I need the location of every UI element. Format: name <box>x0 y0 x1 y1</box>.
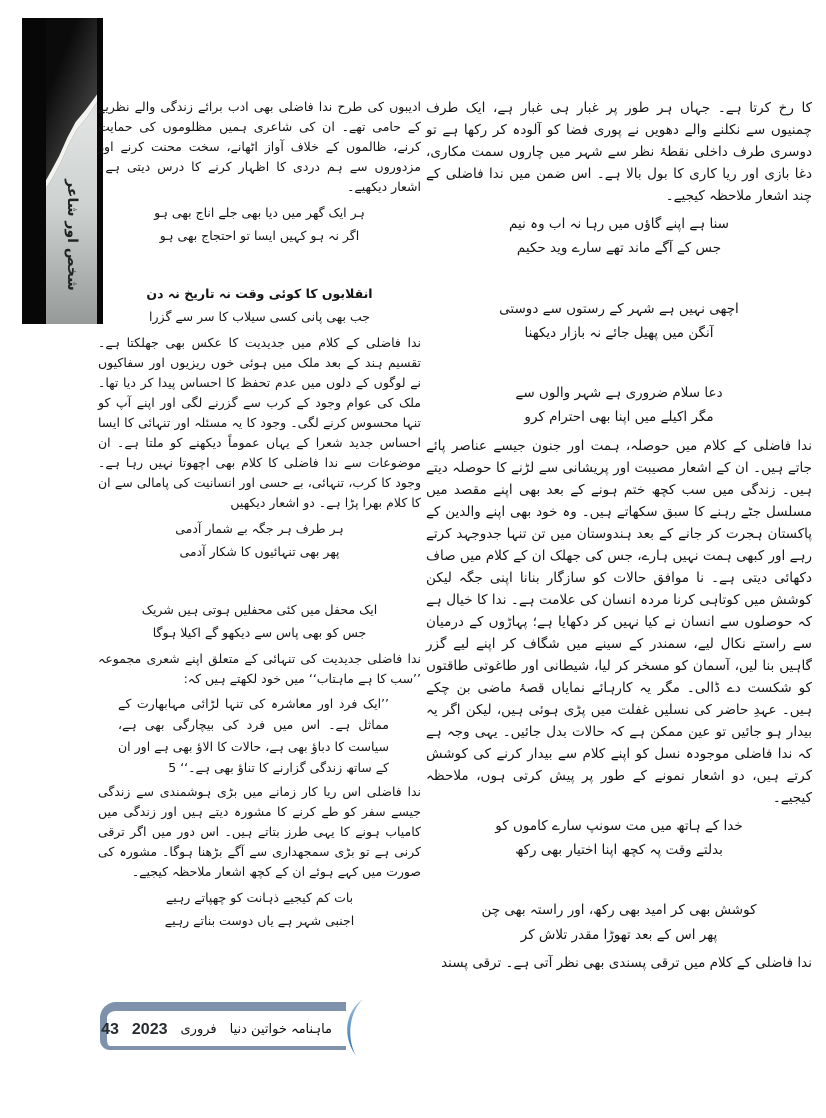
verse-line: آنگن میں پھیل جائے نہ بازار دیکھنا <box>524 324 714 341</box>
verse-line: بدلتے وقت پہ کچھ اپنا اختیار بھی رکھ <box>515 842 723 859</box>
verse-line: کوشش بھی کر امید بھی رکھ، اور راستہ بھی چن <box>481 902 757 919</box>
text-column-right <box>426 97 812 974</box>
poetry-couplet <box>98 594 421 649</box>
verse-line: سنا ہے اپنے گاؤں میں رہا نہ اب وہ نیم <box>509 216 729 232</box>
verse-line: انقلابوں کا کوئی وقت نہ تاریخ نہ دن <box>146 286 373 301</box>
paragraph: ادیبوں کی طرح ندا فاضلی بھی ادب برائے زندگی والے نظریے کے حامی تھے۔ ان کی شاعری ہمیں مظلوموں کی حمایت کرنے، ظالموں کے خلاف آواز اٹھانے، سخت محنت کرنے اور مزدوروں سے ہم دردی کا اظہار کرنے کا درس دیتی ہے۔ اشعار دیکھیے۔ <box>98 99 421 194</box>
page-number: 43 <box>101 1020 119 1038</box>
issue-year: 2023 <box>131 1020 168 1038</box>
footer-swoosh-icon <box>338 998 366 1058</box>
poetry-couplet <box>426 893 812 952</box>
poetry-couplet <box>426 376 812 435</box>
verse-line: ہر ایک گھر میں دیا بھی جلے اناج بھی ہو <box>154 205 365 220</box>
poetry-couplet <box>98 278 421 333</box>
verse-line: خدا کے ہاتھ میں مت سونپ سارے کاموں کو <box>495 817 743 834</box>
poetry-couplet <box>98 882 421 937</box>
footer-frame <box>100 1002 346 1050</box>
poetry-couplet <box>426 207 812 266</box>
block-quote: ’’ایک فرد اور معاشرہ کی تنہا لڑائی مہابھارت کے مماثل ہے۔ اس میں فرد کی بیچارگی بھی ہے، سیاست کا دباؤ بھی ہے، حالات کا الاؤ بھی ہے اور ان کے ساتھ زندگی گزارنے کا تناؤ بھی ہے۔‘‘ 5 <box>118 696 389 775</box>
verse-line: پھر اس کے بعد تھوڑا مقدر تلاش کر <box>520 926 718 943</box>
page-footer <box>100 1000 390 1060</box>
poetry-couplet <box>98 197 421 252</box>
verse-line: اگر نہ ہو کہیں ایسا تو احتجاج بھی ہو <box>159 227 360 243</box>
verse-line: اچھی نہیں ہے شہر کے رستوں سے دوستی <box>499 300 739 317</box>
paragraph: ندا فاضلی کے کلام میں ترقی پسندی بھی نظر آتی ہے۔ ترقی پسند <box>441 954 812 971</box>
verse-line: جس کو بھی پاس سے دیکھو گے اکیلا ہوگا <box>152 624 367 640</box>
poetry-couplet <box>98 513 421 568</box>
issue-month: فروری <box>180 1022 217 1037</box>
magazine-title: ماہنامہ خواتین دنیا <box>229 1022 332 1037</box>
verse-line: جب بھی پانی کسی سیلاب کا سر سے گزرا <box>149 308 370 324</box>
verse-line: بات کم کیجیے ذہانت کو چھپاتے رہیے <box>165 890 354 905</box>
verse-line: دعا سلام ضروری ہے شہر والوں سے <box>515 385 723 402</box>
poetry-couplet <box>426 292 812 351</box>
section-title-vertical: شخص اور شاعر <box>63 179 80 291</box>
verse-line: پھر بھی تنہائیوں کا شکار آدمی <box>179 543 340 559</box>
section-tab <box>22 18 103 324</box>
paragraph: کا رخ کرتا ہے۔ جہاں ہر طور پر غبار ہی غبار ہے، ایک طرف چمنیوں سے نکلنے والے دھویں نے پوری فضا کو آلودہ کر رکھا ہے تو دوسری طرف داخلی نقطۂ نظر سے شہر میں چاروں سمت مکاری، دغا بازی اور ریا کاری کا بول بالا ہے۔ اس ضمن میں ندا فاضلی کے چند اشعار ملاحظہ کیجیے۔ <box>426 100 812 204</box>
paragraph: ندا فاضلی جدیدیت کی تنہائی کے متعلق اپنے شعری مجموعہ ’’سب کا ہے ماہتاب‘‘ میں خود لکھتے ہیں کہ: <box>98 651 421 686</box>
verse-line: ایک محفل میں کئی محفلیں ہوتی ہیں شریک <box>141 602 378 617</box>
poetry-couplet <box>426 809 812 868</box>
paragraph: ندا فاضلی کے کلام میں حوصلہ، ہمت اور جنون جیسے عناصر پائے جاتے ہیں۔ ان کے اشعار مصیبت اور پریشانی سے لڑنے کا حوصلہ دیتے ہیں۔ زندگی میں سب کچھ ختم ہونے کے بعد بھی اپنے مقصد میں مسلسل جٹے رہنے کا سبق سکھاتے ہیں۔ وہ خود بھی اپنے والدین کے پاکستان ہجرت کر جانے کے بعد ہندوستان میں تن تنہا جدوجہد کرتے رہے اور کبھی ہمت نہیں ہارے، جس کی جھلک ان کے کلام میں صاف دکھائی دیتی ہے۔ نا موافق حالات کو سازگار بنانا اپنی جگہ لیکن کوشش میں کوتاہی کرنا مردہ انسان کی علامت ہے۔ ندا کا خیال ہے کہ حوصلوں سے انسان نے کیا نہیں کر دکھایا ہے؛ پہاڑوں کے درمیان سے راستے نکال لیے، سمندر کے سینے میں شگاف کر اپنے لیے گزر گاہیں بنا لیں، آسمان کو مسخر کر لیا، شیطانی اور طاغوتی طاقتوں کو شکست دے ڈالی۔ مگر یہ کارہائے نمایاں قصۂ ماضی بن چکے ہیں۔ عہدِ حاضر کی نسلیں غفلت میں پڑی ہوئی ہیں، لیکن اگر یہ بیدار ہو جائیں تو عین ممکن ہے کہ حالات بدل جائیں۔ یہی وجہ ہے کہ ندا فاضلی موجودہ نسل کو اپنے کلام سے بیدار کرنے کی کوشش کرتے ہیں، دو اشعار نمونے کے طور پر پیش کرتی ہوں، ملاحظہ کیجیے۔ <box>426 437 812 806</box>
verse-line: اجنبی شہر ہے یاں دوست بناتے رہیے <box>164 912 355 928</box>
section-title-box <box>46 160 97 310</box>
text-column-left <box>98 97 421 937</box>
verse-line: جس کے آگے ماند تھے سارے وید حکیم <box>516 240 722 257</box>
paragraph: ندا فاضلی کے کلام میں جدیدیت کا عکس بھی جھلکتا ہے۔ تقسیم ہند کے بعد ملک میں ہوئی خوں ریزیوں اور سفاکیوں نے لوگوں کے دلوں میں عدم تحفظ کا احساس پیدا کر دیا تھا۔ ملک کی عوام وجود کے کرب سے گزرنے لگی اور اپنے آپ کو تنہا محسوس کرنے لگی۔ وجود کا یہ مسئلہ اور تنہائی کا ایسا احساس جدید شعرا کے یہاں عموماً دیکھنے کو ملتا ہے۔ ان موضوعات سے ندا فاضلی کا کلام بھی اچھوتا نہیں رہا ہے۔ وجود کا کرب، تنہائی، بے حسی اور انسانیت کی پامالی سے ان کا کلام بھرا پڑا ہے۔ دو اشعار دیکھیں <box>98 335 421 510</box>
verse-line: ہر طرف ہر جگہ بے شمار آدمی <box>175 521 344 536</box>
verse-line: مگر اکیلے میں اپنا بھی احترام کرو <box>524 409 714 426</box>
paragraph: ندا فاضلی اس ریا کار زمانے میں بڑی ہوشمندی سے زندگی جیسے سفر کو طے کرنے کا مشورہ دیتے ہیں اور زندگی میں کامیاب ہونے کا یہی طرز بتاتے ہیں۔ اس دور میں اگر ترقی کرنی ہے تو بڑی سمجھداری سے آگے بڑھنا ہوگا۔ مشورہ کی صورت میں کہے ہوئے ان کے کچھ اشعار ملاحظہ کیجیے۔ <box>98 784 421 879</box>
